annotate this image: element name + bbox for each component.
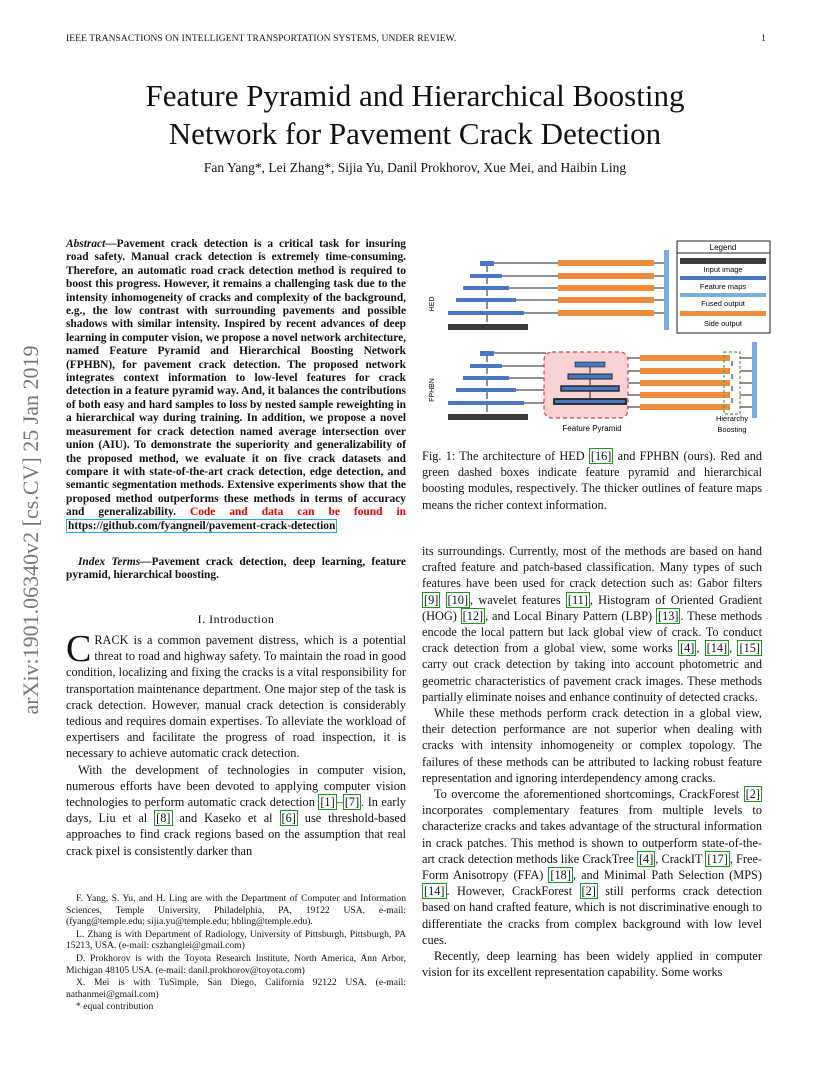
citation-link[interactable]: [16] xyxy=(590,449,612,463)
right-paragraph-3: To overcome the aforementioned shortcomings, CrackForest [2] incorporates complementary features from multiple levels to characterize cracks and takes advantage of the structural information in crack patches. This method is shown to outperform state-of-the-art crack detection methods like CrackTree [4] , CrackIT [17] , Free-Form Anisotropy (FFA) [18] , and Minimal Path Selection (MPS) [14] . However, CrackForest [2] still performs crack detection based on hand crafted feature, which is not discriminative enough to differentiate the cracks from complex background with low level cues. xyxy=(422,787,762,947)
journal-name: IEEE TRANSACTIONS ON INTELLIGENT TRANSPORTATION SYSTEMS, UNDER REVIEW. xyxy=(66,34,457,44)
arxiv-stamp xyxy=(18,300,44,760)
page-number: 1 xyxy=(761,34,766,44)
legend-feature-label: Feature maps xyxy=(699,282,747,291)
hierarchy-label-1: Hierarchy xyxy=(715,414,749,423)
citation-link[interactable]: [10] xyxy=(447,592,469,607)
title-line-1: Feature Pyramid and Hierarchical Boosting xyxy=(145,78,685,113)
citation-link[interactable]: [6] xyxy=(281,811,296,826)
section-title: I. Introduction xyxy=(197,612,275,626)
footnotes xyxy=(66,893,406,1014)
citation-link[interactable]: [7] xyxy=(344,795,360,810)
legend-swatch-fused xyxy=(680,293,766,297)
running-header xyxy=(66,34,766,44)
architecture-figure xyxy=(418,238,774,438)
abstract-text: —Pavement crack detection is a critical task for insuring road safety. Manual crack detection is extremely time-consuming. Therefore, an automatic road crack detection method is required to boost this progress. However, it remains a challenging task due to the intensity inhomogeneity of cracks and complexity of the background, e.g., the low contrast with surrounding pavements and possible shadows with similar intensity. Inspired by recent advances of deep learning in computer vision, we propose a novel network architecture, named Feature Pyramid and Hierarchical Boosting Network (FPHBN), for pavement crack detection. The proposed network integrates context information to low-level features for crack detection in a feature pyramid way. And, it balances the contributions of both easy and hard samples to loss by nested sample reweighting in a hierarchical way during training. In addition, we propose a novel measurement for crack detection named average intersection over union (AIU). To demonstrate the superiority and generalizability of the proposed method, we evaluate it on five crack datasets and compare it with state-of-the-art crack detection, edge detection, and semantic segmentation methods. Extensive experiments show that the proposed method outperforms these methods in terms of accuracy and generalizability. xyxy=(66,238,406,519)
author-list: Fan Yang*, Lei Zhang*, Sijia Yu, Danil Prokhorov, Xue Mei, and Haibin Ling xyxy=(203,160,627,175)
citation-link[interactable]: [13] xyxy=(657,608,679,623)
abstract-label: Abstract xyxy=(66,238,106,250)
footnote: * equal contribution xyxy=(76,1001,154,1013)
paper-title xyxy=(60,77,770,153)
fphbn-diagram xyxy=(448,342,757,434)
legend-swatch-feature xyxy=(680,276,766,280)
title-line-2: Network for Pavement Crack Detection xyxy=(168,116,662,151)
abstract xyxy=(66,238,406,533)
legend-title: Legend xyxy=(709,243,737,252)
hed-diagram xyxy=(448,250,669,330)
legend-swatch-side xyxy=(680,311,766,316)
right-paragraph-4: Recently, deep learning has been widely applied in computer vision for its excellent representation capability. Some works xyxy=(422,949,762,980)
citation-link[interactable]: [1] xyxy=(320,795,335,810)
intro-paragraph-1: RACK is a common pavement distress, which is a potential threat to road and highway safety. To maintain the road in good condition, localizing and fixing the cracks is a vital responsibility for transportation maintenance department. One major step of the task is crack detection. However, manual crack detection is considerably tedious and requires domain expertises. To alleviate the workload of expertisers and facilitate the progress of road inspection, it is necessary to achieve automatic crack detection. xyxy=(66,633,406,761)
citation-link[interactable]: [14] xyxy=(424,884,445,899)
hed-label: HED xyxy=(429,296,436,312)
citation-link[interactable]: [9] xyxy=(424,592,439,607)
footnote: D. Prokhorov is with the Toyota Research Institute, North America, Ann Arbor, Michigan 48105 USA. (e-mail: danil.prokhorov@toyota.com) xyxy=(66,952,406,976)
intro-left-column xyxy=(66,628,407,859)
figure-caption: Fig. 1: The architecture of HED [16] and FPHBN (ours). Red and green dashed boxes indicate feature pyramid and hierarchical boosting modules, respectively. The thicker outlines of feature maps means the richer context information. xyxy=(422,449,762,512)
citation-link[interactable]: [12] xyxy=(462,608,484,623)
legend-side-label: Side output xyxy=(704,319,742,328)
arxiv-stamp-text: arXiv:1901.06340v2 [cs.CV] 25 Jan 2019 xyxy=(18,345,43,715)
code-note: Code and data can be found in xyxy=(189,506,406,519)
footnote: L. Zhang is with Department of Radiology, University of Pittsburgh, Pittsburgh, PA 15213, USA. (e-mail: cszhanglei@gmail.com) xyxy=(66,928,406,952)
footnote: X. Mei is with TuSimple, San Diego, California 92122 USA. (e-mail: nathanmei@gmail.com) xyxy=(66,977,406,1000)
fphbn-label: FPHBN xyxy=(429,378,436,402)
legend-input-label: Input image xyxy=(703,265,743,274)
citation-link[interactable]: [14] xyxy=(706,641,728,656)
footnote: F. Yang, S. Yu, and H. Ling are with the Department of Computer and Information Sciences, Temple University, Philadelphia, PA, 19122 USA. e-mail: (fyang@temple.edu; sijia.yu@temple.edu; hbling@temple.edu). xyxy=(66,893,406,928)
index-terms-label: Index Terms xyxy=(78,556,141,568)
citation-link[interactable]: [4] xyxy=(679,641,695,656)
legend-fused-label: Fused output xyxy=(701,299,745,308)
index-terms xyxy=(66,556,406,583)
citation-link[interactable]: [4] xyxy=(638,851,654,866)
legend-swatch-input xyxy=(680,258,766,264)
citation-link[interactable]: [11] xyxy=(567,592,588,607)
intro-paragraph-2: With the development of technologies in computer vision, numerous efforts have been devoted to applying computer vision technologies to perform automatic crack detection [1] – [7] . In early days, Liu et al [8] and Kaseko et al [6] use threshold-based approaches to find crack regions based on the assumption that real crack pixel is consistently darker than xyxy=(66,762,407,858)
index-terms-text: —Pavement crack detection, deep learning, feature pyramid, hierarchical boosting. xyxy=(66,556,406,582)
right-paragraph-2: While these methods perform crack detection in a global view, their detection performance are not superior when dealing with cracks with intensity inhomogeneity or complex topology. The failures of these methods can be attributed to lacking robust feature representation and ignoring interdependency among cracks. xyxy=(422,706,762,785)
figure-legend xyxy=(677,241,770,333)
github-link[interactable]: https://github.com/fyangneil/pavement-crack-detection xyxy=(68,519,336,532)
feature-pyramid-label: Feature Pyramid xyxy=(562,424,622,433)
citation-link[interactable]: [2] xyxy=(745,787,760,802)
right-paragraph-1: its surroundings. Currently, most of the methods are based on hand crafted feature and patch-based classification. Many types of such features have been used for crack detection such as: Gabor filters [9] [10] , wavelet features [11] , Histogram of Oriented Gradient (HOG) [12] , and Local Binary Pattern (LBP) [13] . These methods encode the local pattern but lack global view of crack. To conduct crack detection from a global view, some works [4] , [14] , [15] carry out crack detection by taking into account photometric and geometric characteristics of pavement crack images. These methods partially eliminate noises and enhance continuity of detected cracks. xyxy=(422,544,762,704)
citation-link[interactable]: [2] xyxy=(581,884,596,899)
citation-link[interactable]: [8] xyxy=(156,811,171,826)
figure-svg xyxy=(418,238,774,438)
drop-cap: C xyxy=(66,628,92,670)
citation-link[interactable]: [15] xyxy=(739,641,760,656)
hierarchy-label-2: Boosting xyxy=(717,425,747,434)
citation-link[interactable]: [17] xyxy=(707,851,728,866)
right-column xyxy=(422,543,762,980)
citation-link[interactable]: [18] xyxy=(550,868,571,883)
